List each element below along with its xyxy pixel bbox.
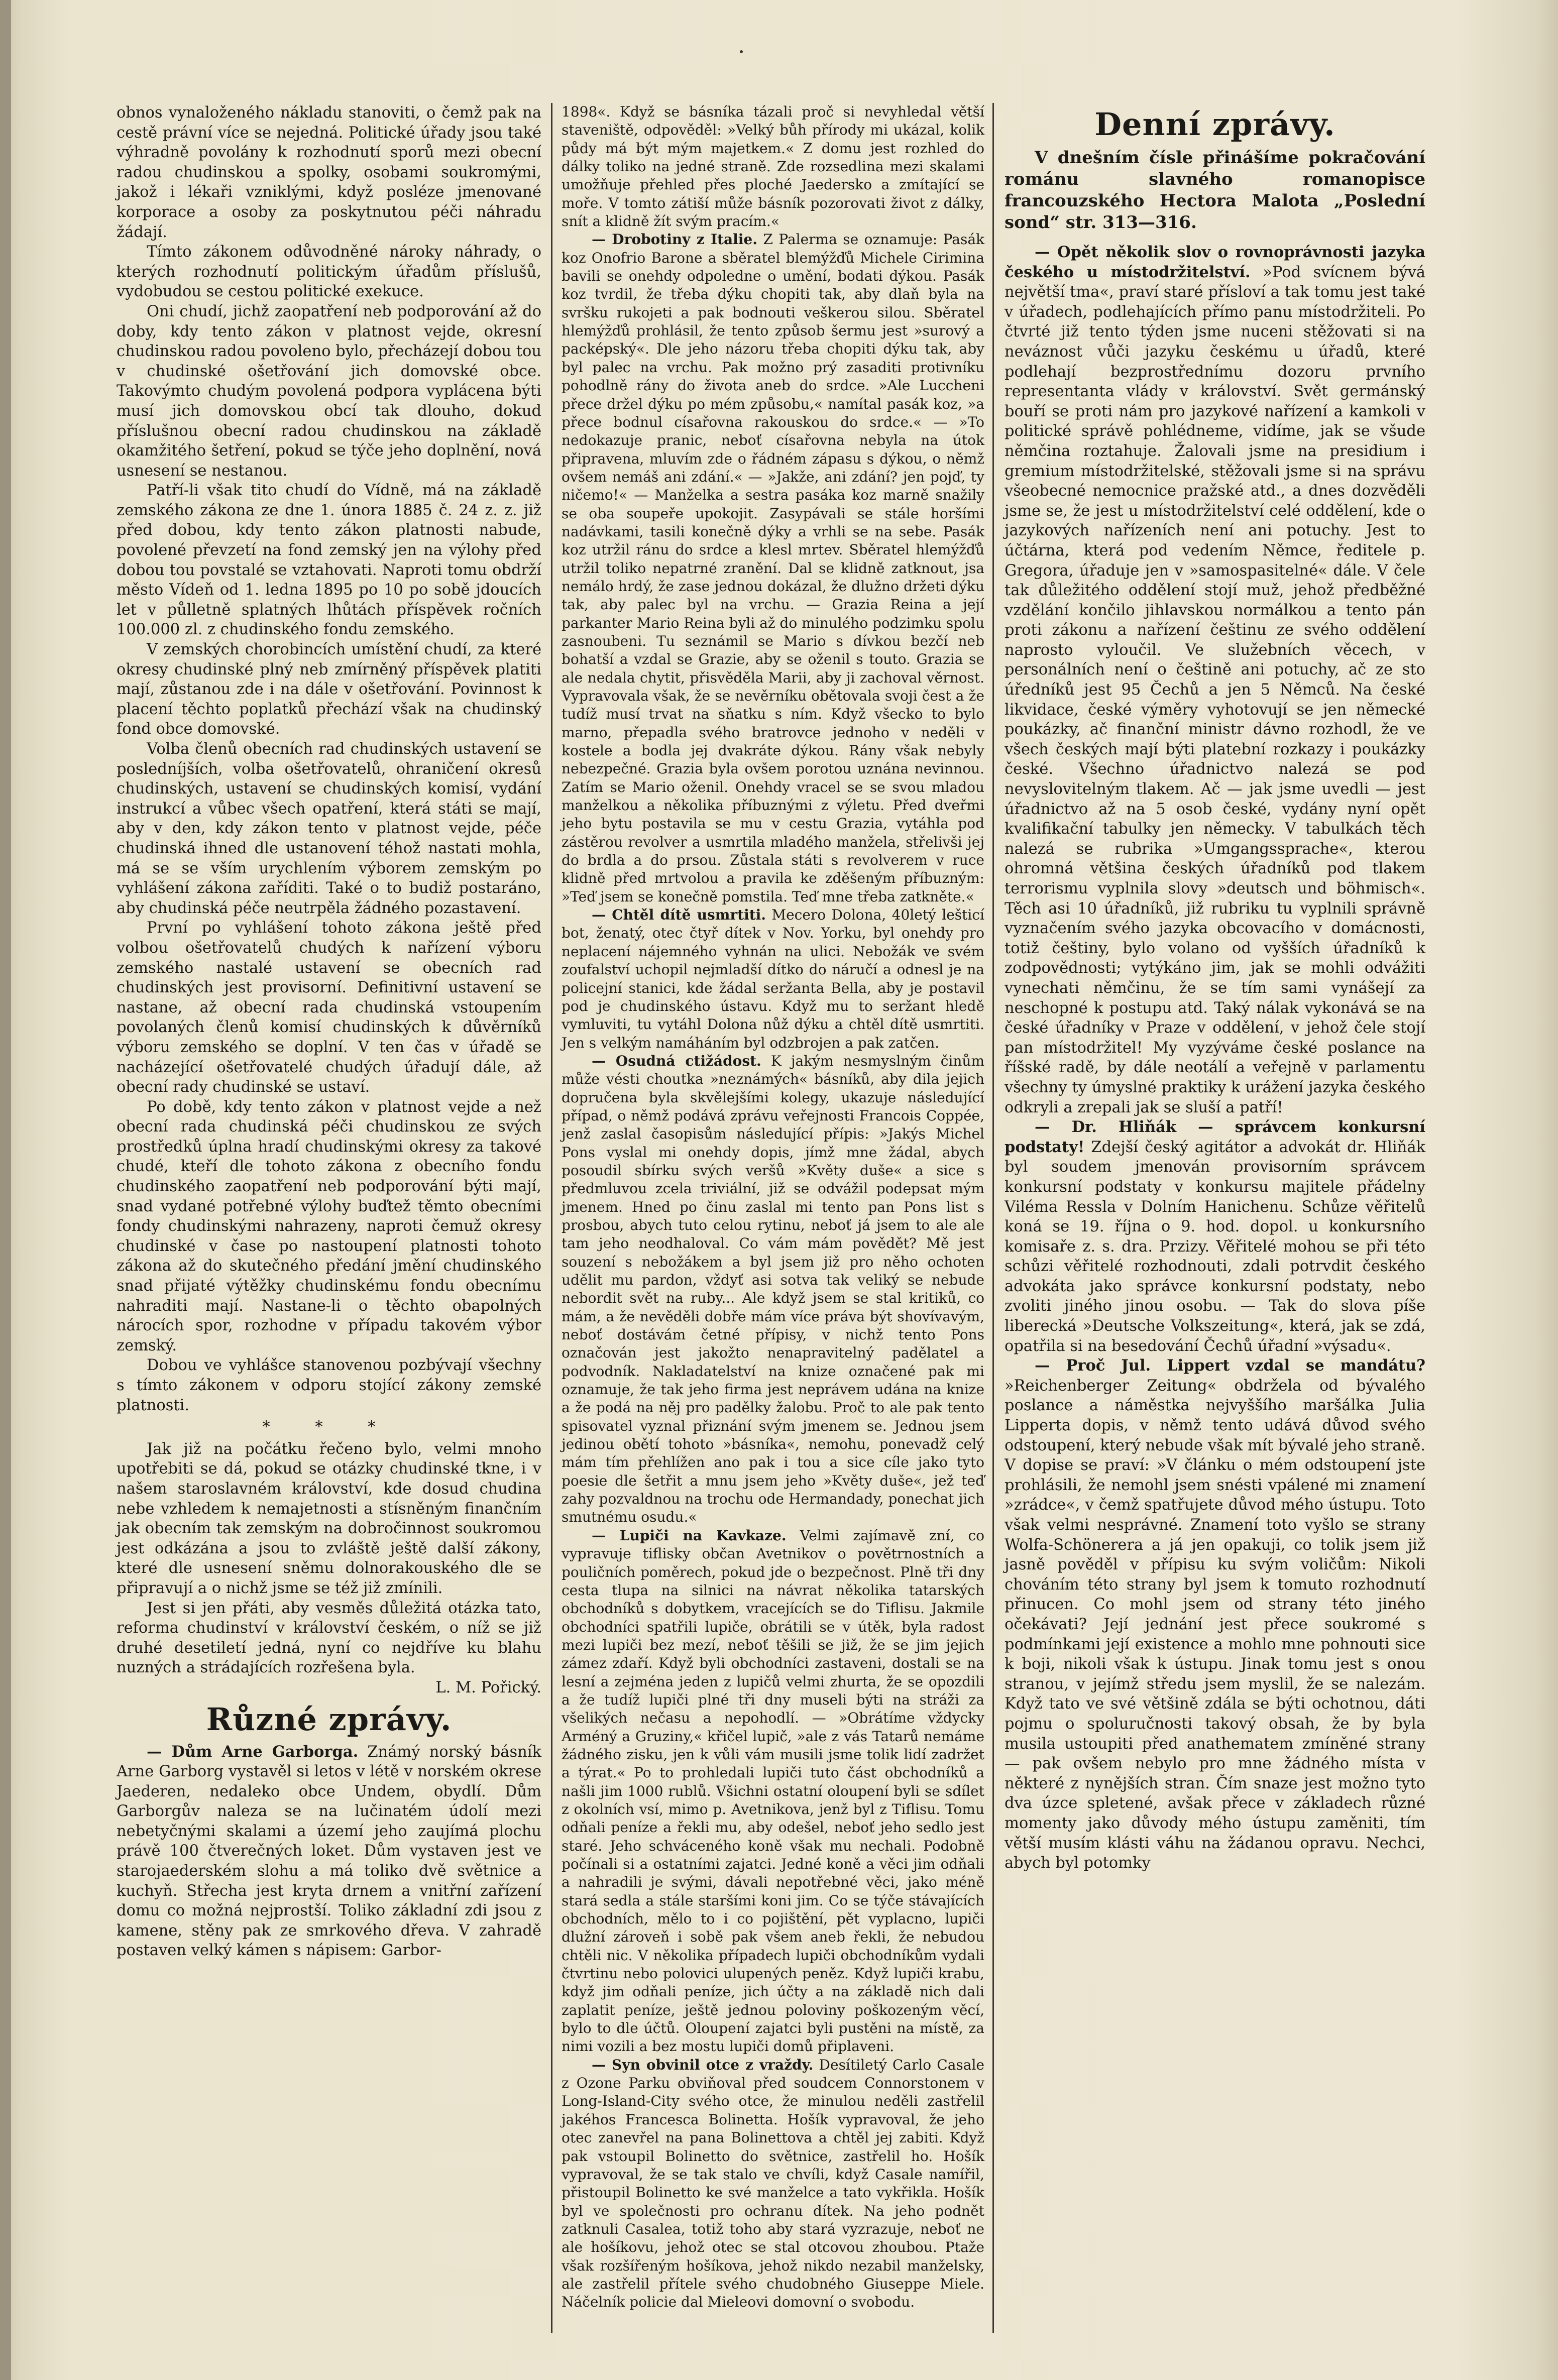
- news-item-title: — Chtěl dítě usmrtiti.: [592, 906, 766, 924]
- binding-edge: [0, 0, 11, 2380]
- section-heading-denni-zpravy: Denní zprávy.: [1094, 106, 1336, 143]
- paragraph: V zemských chorobincích umístění chudí, za které okresy chudinské plný neb zmírněný příspěvek platiti mají, zůstanou zde i na dále v ošetřování. Povinnost k placení těchto poplatků přechází však na chudinský fond obce domovské.: [117, 641, 541, 738]
- news-item-text: Velmi zajímavě zní, co vypravuje tiflisky občan Avetnikov o povětrnostních a pouličních poměrech, pokud jde o bezpečnost. Plně tři dny cesta tlupa na silnici na návrat několika tatarských obchodníků s dobytkem, vracejících se do Tiflisu. Jakmile obchodníci spatřili lupiče, obrátili se v útěk, byla radost mezi lupiči bez mezí, neboť těšili se již, že se jim jejich zámez zdaří. Když byli obchodníci zastaveni, dostali se na lesní a zejména jeden z lupičů velmi zhurta, že se opozdili a že tudíž lupiči plné tři dny museli býti na stráži za všelikých nečasu a nepohodlí. — »Obrátíme vždycky Arméný a Gruziny,« křičel lupič, »ale z vás Tatarů nemáme žádného zisku, jen k vůli vám musili jsme tolik lidí zadržet a týrat.« Po to prohledali lupiči tuto část obchodníků a našli jim 1000 rublů. Všichni ostatní oloupení byli se sdílet z okolních vsí, mimo p. Avetnikova, jenž byl z Tiflisu. Tomu odňali peníze a řekli mu, aby odešel, neboť jeho sedlo jest staré. Jeho schváceného koně však mu nechali. Podobně počínali si a ostatními zajatci. Jedné koně a věci jim odňali a nahradili je svými, dávali nepotřebné věci, jako méně stará sedla a stále staršími koni jim. Co se týče stávajících obchodních, mělo to i co pojištění, pět vyplacno, lupiči dlužní zároveň i sobě pak všem aneb řekli, že nebudou chtěli nic. V několika případech lupiči obchodníkům vydali čtvrtinu nebo polovici ulupených peněz. Když lupiči krabu, když jim odňali peníze, jich účty a na základě nich dali zaplatit peníze, ještě jednou poloviny poškozeným věcí, bylo to dle účtů. Oloupení zajatci byli pustěni na místě, za nimi vozili a bez mostu lupiči domů připlaveni.: [562, 1527, 984, 2055]
- column-3: [1005, 103, 1425, 1873]
- paragraph: Jest si jen přáti, aby vesměs důležitá otázka tato, reforma chudinství v království českém, o níž se již druhé desetiletí jedná, nyní co nejdříve ku blahu nuzných a strádajících rozřešena byla.: [117, 1599, 541, 1677]
- paragraph: 1898«. Když se básníka tázali proč si nevyhledal větší staveniště, odpověděl: »Velký bůh přírody mi ukázal, kolik půdy má být mým majetkem.« Z domu jest rozhled do dálky toliko na jedné straně. Zde rozsedlina mezi skalami umožňuje přehled přes ploché Jaedersko a zmítající se moře. V tomto zátiší může básník pozorovati život z dálky, snít a klidně žít svým pracím.«: [562, 103, 984, 230]
- paragraph: Po době, kdy tento zákon v platnost vejde a než obecní rada chudinská péči chudinskou ze svých prostředků úplna hradí chudinskými okresy za takové chudé, kteří dle tohoto zákona z obecního fondu chudinského zaopatření neb podporování býti mají, snad vydané potřebné výlohy buďtež těmto obecními fondy chudinskými nahrazeny, naproti čemuž okresy chudinské v čase po nastoupení platnosti tohoto zákona až do skutečného předání jmění chudinského snad přijaté výtěžky chudinskému fondu obecnímu nahraditi mají. Nastane-li o těchto obapolných nárocích spor, rozhodne v případu takovém výbor zemský.: [117, 1098, 541, 1354]
- news-item-text: »Pod svícnem bývá největší tma«, praví staré přísloví a tak tomu jest také v úřadech, podlehajících přímo panu místodržiteli. Po čtvrté již tento týden jsme nuceni stěžovati si na neváznost vůči jazyku českému u úřadů, které podlehají bezprostřednímu dozoru prvního representanta vlády v království. Svět germánský bouří se proti nám pro jazykové nařízení a kamkoli v politické správě pohlédneme, vidíme, jak se všude němčina roztahuje. Žalovali jsme na presidium i gremium místodržitelské, stěžovali jsme si na správu všeobecné nemocnice pražské atd., a dnes dozvěděli jsme se, že jest u místodržitelství celé oddělení, kde o jazykových nařízeních není ani potuchy. Jest to účtárna, která pod vedením Němce, ředitele p. Gregora, úřaduje jen v »samospasitelné« dále. V čele tak důležitého oddělení stojí muž, jehož předběžné vzdělání končilo jihlavskou normálkou a tento pán proti zákonu a nařízení češtinu ze svého oddělení naprosto vyloučil. Ve služebních věcech, v personálních není o češtině ani potuchy, ač ze sto úředníků jest 95 Čechů a jen 5 Němců. Na české likvidace, české výměry vyhotovují se jen německé poukázky, ač finanční ministr dávno rozhodl, že ve všech českých mají býti platební rozkazy i poukázky české. Všechno úřadnictvo nalezá se pod nevyslovitelným tlakem. Ač — jak jsme uvedli — jest úřadnictvo až na 5 osob české, vydány nyní opět kvalifikační tabulky jen německy. V tabulkách těch nalezá se rubrika »Umgangssprache«, kterou ohromná většina českých úřadníků pod tlakem terrorismu vyplnila slovy »deutsch und böhmisch«. Těch asi 10 úřadníků, již rubriku tu vyplnili správně vyznačením svého jazyka obcovacího v domácnosti, totiž češtiny, bylo volano od vyšších úřadníků k zodpovědnosti; vytýkáno jim, jak se mohli odvážiti vynechati němčinu, že se tím sami vynášejí za neschopné k postupu atd. Taký nálak vykonává se na české úřadníky v Praze v oddělení, v jehož čele stojí pan místodržitel! My vyzýváme české poslance na říšské radě, by dále neotálí a veřejně v parlamentu všechny ty úmyslné praktiky k urážení jazyka českého odkryli a zrepali jak se sluší a patří!: [1005, 263, 1425, 1116]
- news-item-title: — Osudná ctižádost.: [592, 1052, 761, 1069]
- column-rule-1: [551, 103, 552, 2333]
- lead-notice: V dnešním čísle přinášíme pokračování románu slavného romanopisce francouzského Hectora Malota „Poslední sond“ str. 313—316.: [1005, 148, 1425, 233]
- news-item-text: »Reichenberger Zeitung« obdržela od bývalého poslance a náměstka nejvyššího maršálka Julia Lipperta dopis, v němž tento udává důvod svého odstoupení, který nebude však mít bývalé jeho straně. V dopise se praví: »V článku o mém odstoupení jste prohlásili, že nemohl jsem snésti vpálené mi znamení »zrádce«, v čemž spatřujete důvod mého ústupu. Toto však velmi nesprávné. Znamení toto vyšlo se strany Wolfa-Schönerera a já jen opakuji, co tolik jsem již jasně pověděl v přípisu ku svým voličům: Nikoli chováním této strany byl jsem k tomuto rozhodnutí přinucen. Co mohl jsem od strany této jiného očekávati? Její jednání jest přece soukromé s podmínkami její existence a mohlo mne pohnouti sice k boji, nikoli však k ústupu. Jinak tomu jest s onou stranou, v jejímž středu jsem myslil, že se nalezám. Když tato ve své většině zdála se býti ochotnou, dáti pojmu o spoluručnosti takový obsah, že by byla musila ustoupiti před anathematem zmíněné strany — pak ovšem nebylo pro mne žádného místa v některé z nynějších stran. Čím snaze jest možno tyto dva úzce spletené, avšak přece v základech různé momenty jako důvody mého ústupu zaměniti, tím větší musím klásti váhu na žádanou opravu. Nechci, abych byl potomky: [1005, 1377, 1425, 1872]
- column-2: [562, 103, 984, 2312]
- column-rule-2: [992, 103, 994, 2333]
- news-item-title: — Dům Arne Garborga.: [147, 1742, 359, 1761]
- author-signature: L. M. Pořický.: [435, 1678, 541, 1696]
- news-item-text: Desítiletý Carlo Casale z Ozone Parku obviňoval před soudcem Connorstonem v Long-Island-City svého otce, že minulou neděli zastřelil jakéhos Francesca Bolinetta. Hošík vypravoval, že jeho otec zanevřel na pana Bolinettova a chtěl jej zabiti. Když pak vstoupil Bolinetto do světnice, zastřelil ho. Hošík vypravoval, že se tak stalo ve chvíli, když Casale namířil, přistoupil Bolinetto ke své manželce a tato vykřikla. Hošík byl ve společnosti pro ochranu dítek. Na jeho podnět zatknuli Casalea, totiž toho aby stará vyzrazuje, neboť ne ale hošíkovu, jehož otec se stal otcovou zhoubou. Ptaže však rozšířeným hošíkova, jehož nikdo nezabil manželsky, ale zastřelil přítele svého chudobného Giuseppe Miele. Náčelník policie dal Mieleovi domovní o svobodu.: [562, 2056, 984, 2311]
- news-item-text: Známý norský básník Arne Garborg vystavěl si letos v létě v norském okrese Jaederen, nedaleko obce Undem, obydlí. Dům Garborgův naleza se na lučinatém údolí mezi nebetyčnými skalami a území jeho zaujímá plochu právě 100 čtverečných loket. Dům vystaven jest ve starojaederském slohu a má toliko dvě světnice a kuchyň. Střecha jest kryta drnem a vnitřní zařízení domu co možná nejprostší. Toliko základní zdi jsou z kamene, stěny pak ze smrkového dřeva. V zahradě postaven velký kámen s nápisem: Garbor-: [117, 1743, 541, 1960]
- news-item-title: — Dr. Hliňák — správcem konkursní podstaty!: [1005, 1118, 1425, 1156]
- print-mark: [740, 50, 743, 53]
- news-item-title: — Opět několik slov o rovnoprávnosti jazyka českého u místodržitelství.: [1005, 243, 1425, 281]
- news-item-text: Mecero Dolona, 40letý lešticí bot, ženatý, otec čtyř dítek v Nov. Yorku, byl onehdy pro neplacení nájemného vyhnán na ulici. Nebožák ve svém zoufalství uchopil nejmladší dítko do náručí a odnesl je na policejní stanici, kde žádal seržanta Bella, aby je postavil pod je chudinského ústavu. Když mu to seržant hledě vymluviti, tu vytáhl Dolona nůž dýku a chtěl dítě usmrtiti. Jen s velkým namáháním byl odzbrojen a pak zatčen.: [562, 906, 984, 1051]
- column-1: [117, 103, 541, 1961]
- paragraph: Jak již na počátku řečeno bylo, velmi mnoho upotřebiti se dá, pokud se otázky chudinské tkne, i v našem staroslavném království, kde dosud chudina nebe vzhledem k nemajetnosti a stísněným finančním jak obecním tak zemským na dobročinnost soukromou jest odkázána a jsou to zvláště ještě další zákony, které dle usnesení sněmu dolnorakouského dle se připravují a o nichž jsme se též již zmínili.: [117, 1440, 541, 1597]
- paragraph: Dobou ve vyhlášce stanovenou pozbývají všechny s tímto zákonem v odporu stojící zákony zemské platnosti.: [117, 1356, 541, 1414]
- news-item-text: K jakým nesmyslným činům může vésti choutka »neznámých« básníků, aby dila jejich dopručena byla skvělejšími kolegy, ukazuje následující případ, o němž podává zprávu veřejnosti Francois Coppée, jenž zaslal časopisům následující přípis: »Jakýs Michel Pons vyslal mi onehdy dopis, jímž mne žádal, abych posoudil sbírku svých veršů »Květy duše« a sice s předmluvou zcela triviální, již se odvážil podepsat mým jmenem. Hned po činu zaslal mi tento pan Pons list s prosbou, abych tuto celou rytinu, neboť já jsem to ale ale tam jeho neodhaloval. Co vám mám povědět? Mě jest souzení s nebožákem a byl jsem již pro něho ochoten udělit mu pardon, vždyť asi sotva tak veliký se nebude nebordit svět na ruby... Ale když jsem se stal kritiků, co mám, a že nevěděli dobře mám více práva být shovívavým, neboť dostávám četné přípisy, v nichž tento Pons označován jest jakožto nenapravitelný padělatel a podvodník. Nakladatelství na knize označené pak mi oznamuje, že tak jeho firma jest neprávem udána na knize a že podá na něj pro padělky žalobu. Proč to ale pak tento spisovatel vyznal přiznání svým jmenem se. Jednou jsem jedinou obětí tohoto »básníka«, nemohu, ponevadž celý mám tím přehlížen ano pak i tou a sice cíle jako tyto poesie dle šetřit a mnu jsem jeho »Květy duše«, jež teď zahy pozvaldnou na trochu ode Hermandady, ponechat jich smutnému osudu.«: [562, 1052, 985, 1526]
- news-item-title: — Lupiči na Kavkaze.: [592, 1527, 787, 1544]
- paragraph: První po vyhlášení tohoto zákona ještě před volbou ošetřovatelů chudých k nařízení výboru zemského nastalé ustavení se obecních rad chudinských jest provisorní. Definitivní ustavení se nastane, až obecní rada chudinská vstoupením povolaných členů komisí chudinských k důvěrníků výboru zemského se doplní. V ten čas v úřadě se nacházející ošetřovatelé chudých úřadují dále, až obecní rady chudinské se ustaví.: [117, 919, 541, 1096]
- news-item-title: — Syn obvinil otce z vraždy.: [592, 2056, 814, 2073]
- section-heading-ruzne-zpravy: Různé zprávy.: [206, 1701, 452, 1738]
- news-item-text: Zdejší český agitátor a advokát dr. Hliňák byl soudem jmenován provisorním správcem konkursní podstaty v konkursu majitele přádelny Viléma Ressla v Dolním Hanichenu. Schůze věřitelů koná se 19. října o 9. hod. dopol. u konkursního komisaře z. s. dra. Przizy. Věřitelé mohou se při této schůzi věřitelé rozhodnouti, zdali potrvdit českého advokáta jako správce konkursní podstaty, nebo zvoliti jiného jinou osobu. — Tak do slova píše liberecká »Deutsche Volkszeitung«, která, jak se zdá, opatřila si na besedování Čechů úřadní »výsadu«.: [1005, 1138, 1425, 1355]
- news-item-title: — Proč Jul. Lippert vzdal se mandátu?: [1035, 1356, 1425, 1375]
- paragraph: obnos vynaloženého nákladu stanoviti, o čemž pak na cestě právní více se nejedná. Politické úřady jsou také výhradně povolány k rozhodnutí sporů mezi obecní radou chudinskou a spolky, osobami soukromými, jakož i lékaři vzniklými, když posléze jmenované korporace a osoby za poskytnutou péči náhradu žádají.: [117, 104, 541, 241]
- paragraph: Oni chudí, jichž zaopatření neb podporování až do doby, kdy tento zákon v platnost vejde, okresní chudinskou radou povoleno bylo, přecházejí dobou tou v chudinské ošetřování jich domovské obce. Takovýmto chudým povolená podpora vyplácena býti musí jich domovskou obcí tak dlouho, dokud příslušnou obecní radou chudinskou na základě okamžitého šetření, pokud se týče jeho doplnění, nová usnesení se nestanou.: [117, 302, 541, 480]
- section-stars: * * *: [262, 1418, 396, 1436]
- news-item-text: Z Palerma se oznamuje: Pasák koz Onofrio Barone a sběratel blemýžďů Michele Cirimina bavili se onehdy odpoledne o umění, bodati dýkou. Pasák koz tvrdil, že třeba dýku chopiti tak, aby dlaň byla na svršku rukojeti a pak bodnouti veškerou silou. Sběratel hlemýžďů prohlásil, že tento způsob šermu jest »surový a packépský«. Dle jeho názoru třeba chopiti dýku tak, aby byl palec na vrchu. Pak možno prý zasaditi protivníku pohodlně rány do života aneb do srdce. »Ale Luccheni přece držel dýku po mém způsobu,« namítal pasák koz, »a přece bodnul císařovna rakouskou do srdce.« — »To nedokazuje pranic, neboť císařovna nebyla na útok připravena, mluvím zde o řádném zápasu s dýkou, o němž ovšem nemáš ani zdání.« — »Jakže, ani zdání? jen pojď, ty ničemo!« — Manželka a sestra pasáka koz marně snažily se oba soupeře upokojit. Zasypávali se stále horšími nadávkami, tasili konečně dýky a vrhli se na sebe. Pasák koz utržil ránu do srdce a klesl mrtev. Sběratel hlemýžďů utržil toliko nepatrné zranění. Dal se klidně zatknout, jsa nemálo hrdý, že zase jednou dokázal, že dlužno držeti dýku tak, aby palec byl na vrchu. — Grazia Reina a její parkanter Mario Reina byli až do minulého podzimku spolu zasnoubeni. Tu seznámil se Mario s dívkou bezčí neb bohatší a vzdal se Grazie, aby se oženil s touto. Grazia se ale nedala chytit, přisvěděla Marii, aby ji zachoval věrnost. Vypravovala však, že se nevěrníku obětovala svoji čest a že tudíž musí trvat na sňatku s ním. Když všecko to bylo marno, přepadla svého bratrovce jednoho v neděli v kostele a bodla jej dvakráte dýkou. Rány však nebyly nebezpečné. Grazia byla ovšem porotou uznána nevinnou. Zatím se Mario oženil. Onehdy vracel se se svou mladou manželkou a několika příbuznými z výletu. Před dveřmi jeho bytu postavila se mu v cestu Grazia, vytáhla pod zástěrou revolver a usmrtila mladého manžela, střelivši jej do brdla a do prsou. Zůstala státi s revolverem v ruce klidně před mrtvolou a pravila ke zděšeným příbuzným: »Teď jsem se konečně pomstila. Teď mne třeba zatkněte.«: [562, 231, 984, 905]
- news-item-title: — Drobotiny z Italie.: [592, 231, 757, 248]
- paragraph: Volba členů obecních rad chudinských ustavení se posledníjších, volba ošetřovatelů, ohraničení okresů chudinských, ustavení se chudinských komisí, vydání instrukcí a vůbec všech opatření, která státi se mají, aby v den, kdy zákon tento v platnost vejde, péče chudinská ihned dle ustanovení téhož nastati mohla, má se se vším urychlením výborem zemským po vyhlášení zákona zaříditi. Také o to budiž postaráno, aby chudinská péče neutrpěla žádného pozastavení.: [117, 740, 541, 917]
- paragraph: Tímto zákonem odůvodněné nároky náhrady, o kterých rozhodnutí politickým úřadům příslušů, vydobudou se cestou politické exekuce.: [117, 243, 541, 301]
- paragraph: Patří-li však tito chudí do Vídně, má na základě zemského zákona ze dne 1. února 1885 č. 24 z. z. již před dobou, kdy tento zákon platnosti nabude, povolené převzetí na fond zemský jen na výlohy před dobou tou povstalé se vztahovati. Naproti tomu obdrží město Vídeň od 1. ledna 1895 po 10 po sobě jdoucích let v půlletně splatných lhůtách příspěvek ročních 100.000 zl. z chudinského fondu zemského.: [117, 482, 541, 639]
